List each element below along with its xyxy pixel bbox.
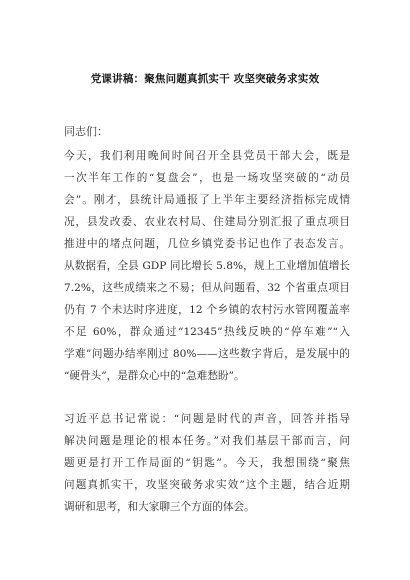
salutation: 同志们：: [64, 125, 108, 138]
paragraph-line: 会”。刚才，县统计局通报了上半年主要经济指标完成情: [64, 194, 350, 206]
paragraph-line: 解决问题是理论的根本任务。”对我们基层干部而言，问: [64, 435, 350, 447]
paragraph-line: 学难”问题办结率刚过 80%——这些数字背后，是发展中的: [64, 348, 350, 360]
paragraph-line: “硬骨头”，是群众心中的“急难愁盼”。: [64, 370, 245, 382]
paragraph-line: 一次半年工作的“复盘会”，也是一场攻坚突破的“动员: [64, 172, 350, 184]
paragraph-line: 仍有 7 个未达时序进度，12 个乡镇的农村污水管网覆盖率: [64, 304, 350, 316]
paragraph-line: 不足 60%，群众通过“12345”热线反映的“停车难”“入: [64, 326, 350, 338]
paragraph-line: 推进中的堵点问题，几位乡镇党委书记也作了表态发言。: [64, 238, 350, 250]
document-title: 党课讲稿：聚焦问题真抓实干 攻坚突破务求实效: [90, 73, 320, 85]
paragraph-line: 今天，我们利用晚间时间召开全县党员干部大会，既是: [64, 150, 350, 162]
paragraph-line: 习近平总书记常说：“问题是时代的声音，回答并指导: [64, 413, 350, 425]
paragraph-line: 况，县发改委、农业农村局、住建局分别汇报了重点项目: [64, 216, 350, 228]
paragraph-line: 7.2%，这些成绩来之不易；但从问题看，32 个省重点项目: [64, 282, 350, 294]
paragraph-1: [64, 145, 350, 387]
paragraph-line: 问题真抓实干，攻坚突破务求实效”这个主题，结合近期: [64, 479, 350, 491]
paragraph-line: 从数据看，全县 GDP 同比增长 5.8%，规上工业增加值增长: [64, 260, 350, 272]
paragraph-line: 题更是打开工作局面的“钥匙”。今天，我想围绕“聚焦: [64, 457, 350, 469]
paragraph-2: [64, 408, 350, 518]
paragraph-line: 调研和思考，和大家聊三个方面的体会。: [64, 501, 255, 513]
